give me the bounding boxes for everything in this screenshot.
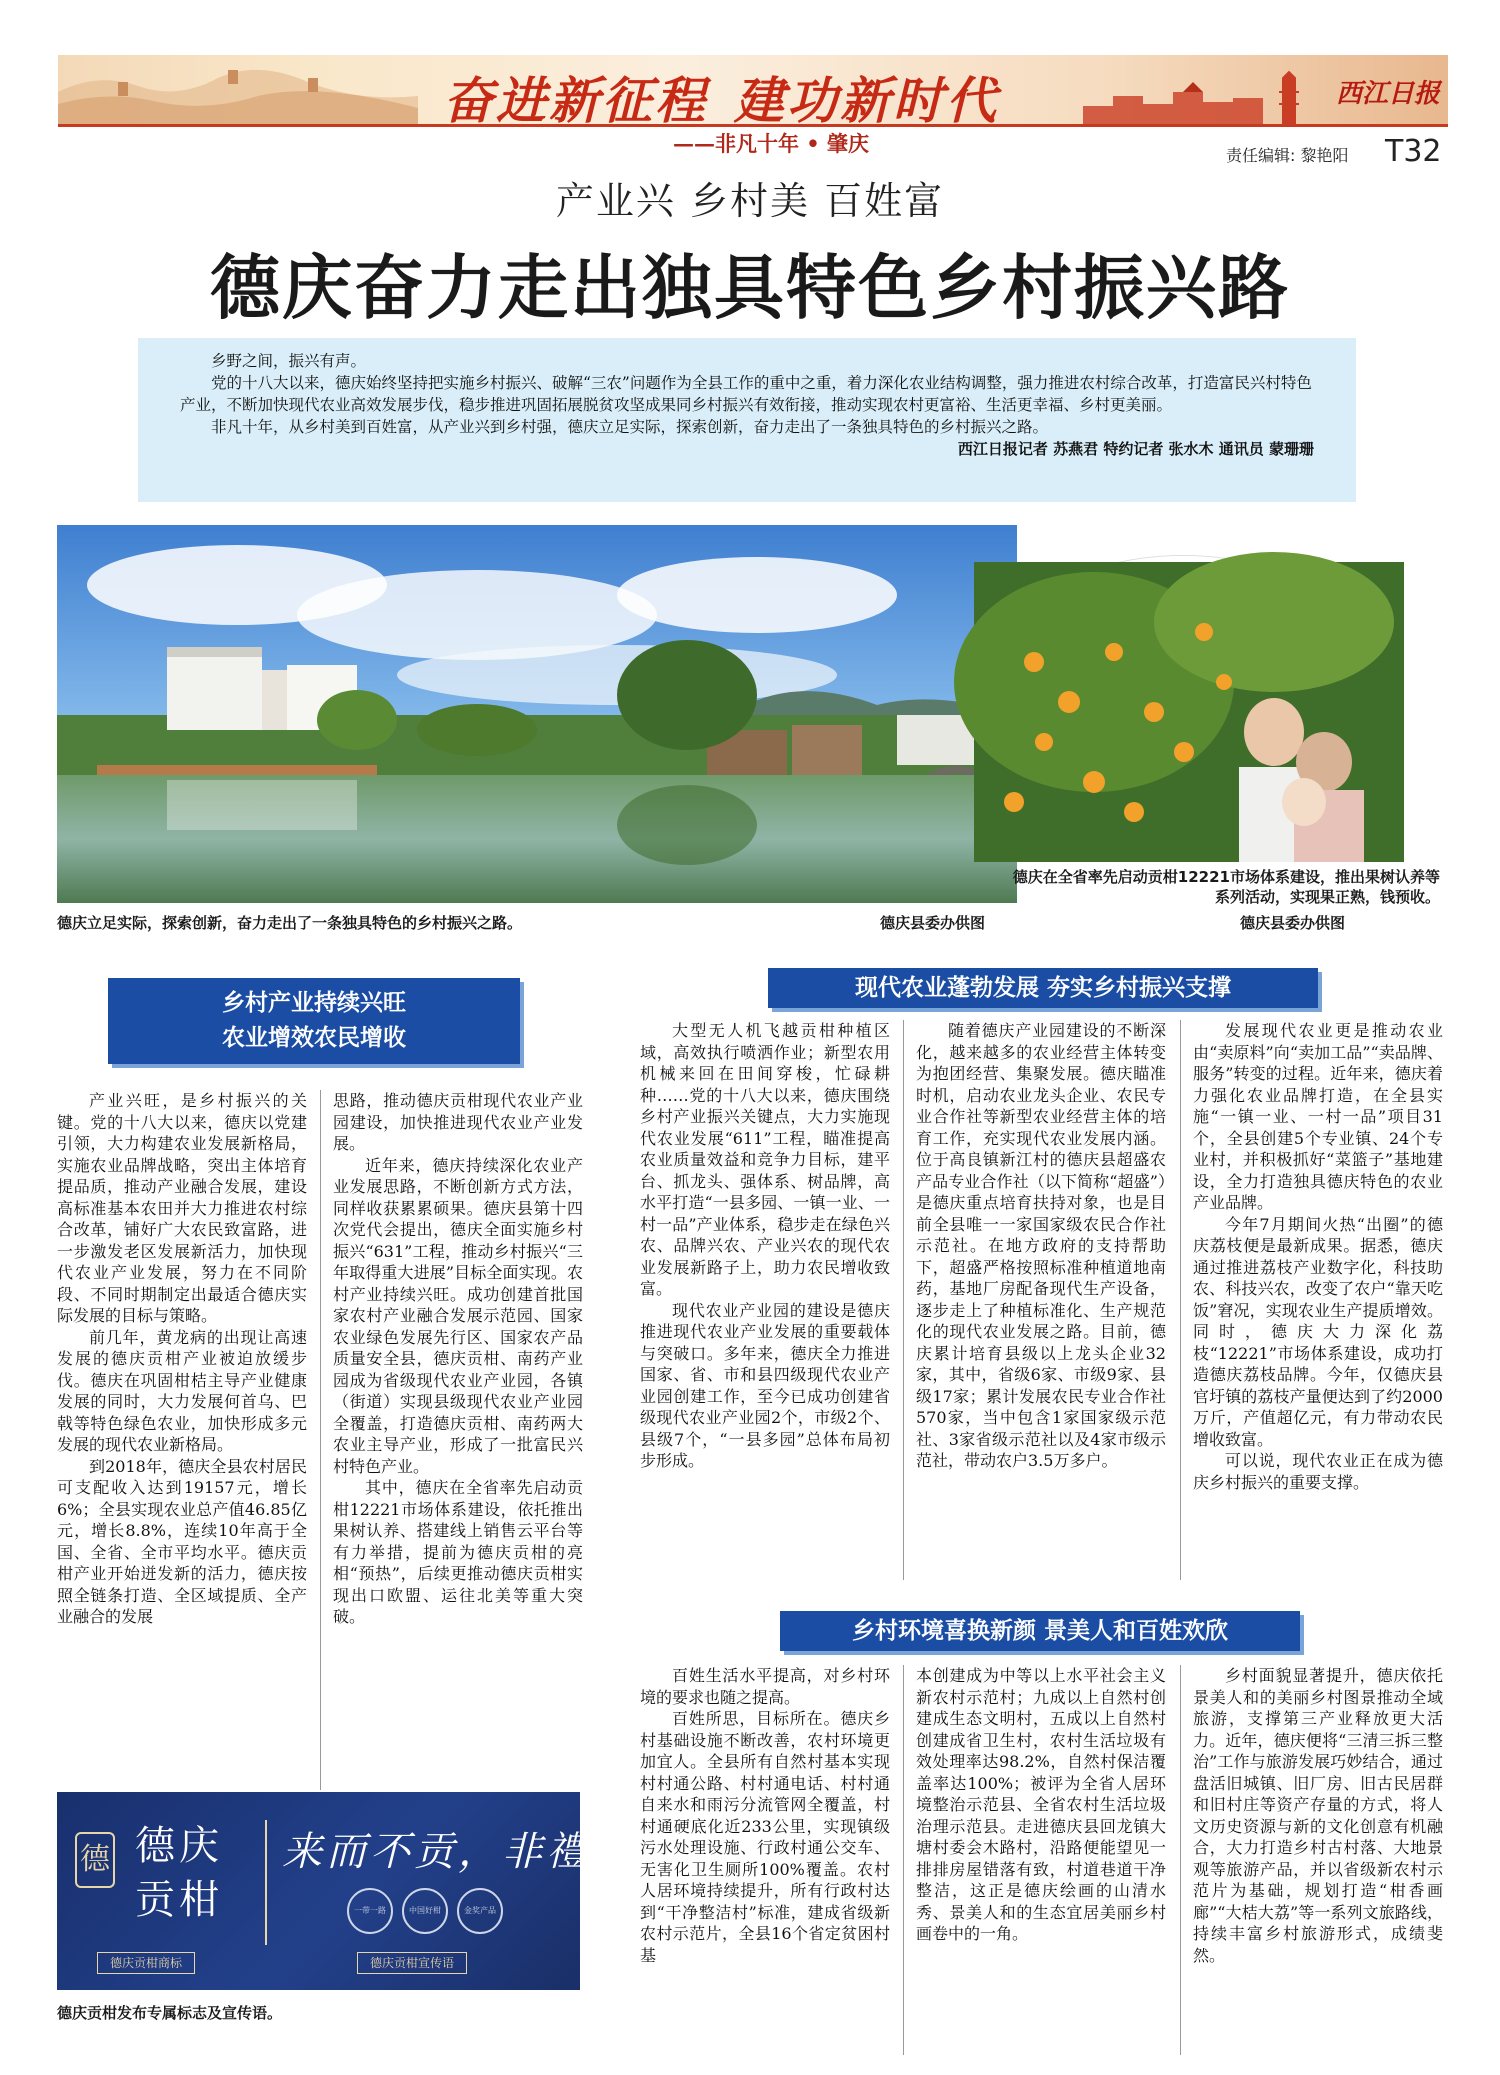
gonggan-brand-ad (57, 1792, 634, 1990)
masthead-banner (58, 55, 1448, 130)
column-rule (903, 1020, 904, 1580)
section-header-environment: 乡村环境喜换新颜 景美人和百姓欢欣 (780, 1611, 1300, 1651)
intro-box (138, 338, 1356, 502)
column-rule (320, 1090, 321, 1790)
great-wall-illustration (58, 52, 418, 124)
article-column-4 (916, 1020, 1166, 1590)
ad-divider (265, 1820, 267, 1945)
article-paragraph: 前几年，黄龙病的出现让高速发展的德庆贡柑产业被迫放缓步伐。德庆在巩固柑桔主导产业健康发展的同时，大力发展何首乌、巴戟等特色绿色农业，加快形成多元发展的现代农业新格局。 (57, 1327, 307, 1454)
article-column-6 (640, 1665, 890, 2065)
award-medal-icon: 金奖产品 (457, 1888, 503, 1934)
column-rule (1180, 1020, 1181, 1580)
article-paragraph: 其中，德庆在全省率先启动贡柑12221市场体系建设，依托推出果树认养、搭建线上销售云平台等有力举措，提前为德庆贡柑的亮相“预热”，后续更推动德庆贡柑实现出口欧盟、运往北美等重大突破。 (333, 1478, 583, 1626)
ad-tag-trademark: 德庆贡柑商标 (97, 1952, 195, 1974)
ad-tag-slogan: 德庆贡柑宣传语 (357, 1952, 467, 1974)
article-paragraph: 百姓生活水平提高，对乡村环境的要求也随之提高。 (640, 1666, 890, 1707)
article-paragraph: 产业兴旺，是乡村振兴的关键。党的十八大以来，德庆以党建引领，大力构建农业发展新格局，实施农业品牌战略，突出主体培育提品质，推动产业融合发展，建设高标准基本农田并大力推进农村综合改革，铺好广大农民致富路，进一步激发老区发展新活力，加快现代农业产业发展，努力在不同阶段、不同时期制定出最适合德庆实际发展的目标与策略。 (57, 1091, 307, 1325)
article-paragraph: 到2018年，德庆全县农村居民可支配收入达到19157元，增长6%；全县实现农业总产值46.85亿元，增长8.8%，连续10年高于全国、全省、全市平均水平。德庆贡柑产业开始迸发新的活力，德庆按照全链条打造、全区域提质、全产业融合的发展 (57, 1456, 307, 1626)
award-medal-icon: 一带一路 (347, 1888, 393, 1934)
pagoda-illustration (1083, 52, 1353, 124)
slogan-right: 建功新时代 (734, 72, 999, 130)
article-paragraph: 近年来，德庆持续深化农业产业发展思路，不断创新方式方法，同样收获累累硕果。德庆县第十四次党代会提出，德庆全面实施乡村振兴“631”工程，推动乡村振兴“三年取得重大进展”目标全面实现。农村产业持续兴旺。成功创建首批国家农村产业融合发展示范园、国家农业绿色发展先行区、国家农产品质量安全县，德庆贡柑、南药产业园成为省级现代农业产业园，各镇（街道）实现县级现代农业产业园全覆盖，打造德庆贡柑、南药两大农业主导产业，形成了一批富民兴村特色产业。 (333, 1155, 583, 1476)
brand-name-line2: 贡柑 (135, 1877, 223, 1923)
slogan-left: 奋进新征程 (443, 72, 708, 130)
article-paragraph: 乡村面貌显著提升，德庆依托景美人和的美丽乡村图景推动全域旅游，支撑第三产业释放更大活力。近年，德庆便将“三清三拆三整治”工作与旅游发展巧妙结合，通过盘活旧城镇、旧厂房、旧古民居群和旧村庄等资产存量的方式，将人文历史资源与新的文化创意有机融合，大力打造乡村古村落、大地景观等旅游产品，并以省级新农村示范片为基础，规划打造“柑香画廊”“大桔大荔”等一系列文旅路线，持续丰富乡村旅游形式，成绩斐然。 (1193, 1666, 1443, 1965)
banner-slogan (443, 61, 999, 133)
article-column-8 (1193, 1665, 1443, 2065)
village-pond-photo (57, 525, 1017, 903)
article-paragraph: 可以说，现代农业正在成为德庆乡村振兴的重要支撑。 (1193, 1451, 1443, 1492)
intro-paragraph: 乡野之间，振兴有声。 (211, 352, 367, 370)
banner-subtitle: ——非凡十年 • 肇庆 (673, 131, 870, 156)
article-column-1 (57, 1090, 307, 1790)
photo-caption-village: 德庆立足实际，探索创新，奋力走出了一条独具特色的乡村振兴之路。 (57, 914, 523, 932)
intro-paragraph: 非凡十年，从乡村美到百姓富，从产业兴到乡村强，德庆立足实际，探索创新，奋力走出了一条独具特色的乡村振兴之路。 (211, 418, 1049, 436)
photo-caption-orchard: 德庆在全省率先启动贡柑12221市场体系建设，推出果树认养等系列活动，实现果正熟，钱预收。 (1012, 868, 1440, 906)
article-paragraph: 百姓所思，目标所在。德庆乡村基础设施不断改善，农村环境更加宜人。全县所有自然村基本实现村村通公路、村村通电话、村村通自来水和雨污分流管网全覆盖，村村通硬底化近233公里，实现镇级污水处理设施、行政村通公交车、无害化卫生厕所100%覆盖。农村人居环境持续提升，所有行政村达到“干净整洁村”标准，建成省级新农村示范片，全县16个省定贫困村基 (640, 1709, 890, 1965)
section-header-line: 农业增效农民增收 (222, 1025, 406, 1051)
brand-motto: 来而不贡，非禮也 (282, 1829, 634, 1875)
article-paragraph: 随着德庆产业园建设的不断深化，越来越多的农业经营主体转变为抱团经营、集聚发展。德庆瞄准时机，启动农业龙头企业、农民专业合作社等新型农业经营主体的培育工作，充实现代农业发展内涵。位于高良镇新江村的德庆县超盛农产品专业合作社（以下简称“超盛”）是德庆重点培育扶持对象，也是目前全县唯一一家国家级农民合作社示范社。在地方政府的支持帮助下，超盛严格按照标准种植道地南药，基地厂房配备现代生产设备，逐步走上了种植标准化、生产规范化的现代农业发展之路。目前，德庆累计培育县级以上龙头企业32家，其中，省级6家、市级9家、县级17家；累计发展农民专业合作社570家，当中包含1家国家级示范社、3家省级示范社以及4家市级示范社，带动农户3.5万多户。 (916, 1021, 1166, 1470)
article-column-7 (916, 1665, 1166, 2065)
brand-seal-icon: 德 (75, 1832, 115, 1888)
photo-credit-orchard: 德庆县委办供图 (1240, 914, 1346, 932)
intro-paragraph: 党的十八大以来，德庆始终坚持把实施乡村振兴、破解“三农”问题作为全县工作的重中之重，着力深化农业结构调整，强力推进农村综合改革，打造富民兴村特色产业，不断加快现代农业高效发展步伐，稳步推进巩固拓展脱贫攻坚成果同乡村振兴有效衔接，推动实现农村更富裕、生活更幸福、乡村更美丽。 (180, 374, 1312, 414)
article-paragraph: 大型无人机飞越贡柑种植区域，高效执行喷洒作业；新型农用机械来回在田间穿梭，忙碌耕种……党的十八大以来，德庆围绕乡村产业振兴关键点，大力实施现代农业发展“611”工程，瞄准提高农业质量效益和竞争力目标，建平台、抓龙头、强体系、树品牌，高水平打造“一县多园、一镇一业、一村一品”产业体系，稳步走在绿色兴农、品牌兴农、产业兴农的现代农业发展新路子上，助力农民增收致富。 (640, 1021, 890, 1298)
article-column-3 (640, 1020, 890, 1590)
brand-name-line1: 德庆 (135, 1823, 223, 1869)
ad-caption: 德庆贡柑发布专属标志及宣传语。 (57, 2004, 283, 2022)
article-paragraph: 思路，推动德庆贡柑现代农业产业园建设，加快推进现代农业产业发展。 (333, 1091, 583, 1153)
page-number: T32 (1385, 134, 1442, 169)
byline: 西江日报记者 苏燕君 特约记者 张水木 通讯员 蒙珊珊 (957, 440, 1314, 458)
article-paragraph: 今年7月期间火热“出圈”的德庆荔枝便是最新成果。据悉，德庆通过推进荔枝产业数字化，科技助农、科技兴农，改变了农户“靠天吃饭”窘况，实现农业生产提质增效。同时，德庆大力深化荔枝“12221”市场体系建设，成功打造德庆荔枝品牌。今年，仅德庆县官圩镇的荔枝产量便达到了约2000万斤，产值超亿元，有力带动农民增收致富。 (1193, 1214, 1443, 1449)
award-medal-icon: 中国好柑 (402, 1888, 448, 1934)
main-headline: 德庆奋力走出独具特色乡村振兴路 (210, 246, 1290, 329)
section-header-line: 乡村产业持续兴旺 (222, 990, 406, 1016)
section-header-industry (108, 978, 520, 1064)
section-header-modern-agriculture: 现代农业蓬勃发展 夯实乡村振兴支撑 (768, 968, 1318, 1008)
article-paragraph: 现代农业产业园的建设是德庆推进现代农业产业发展的重要载体与突破口。多年来，德庆全力推进国家、省、市和县四级现代农业产业园创建工作，至今已成功创建省级现代农业产业园2个，市级2个、县级7个，“一县多园”总体布局初步形成。 (640, 1300, 890, 1470)
kicker-title: 产业兴 乡村美 百姓富 (555, 179, 945, 223)
responsible-editor: 责任编辑: 黎艳阳 (1226, 146, 1349, 165)
column-rule (1180, 1665, 1181, 2055)
article-paragraph: 发展现代农业更是推动农业由“卖原料”向“卖加工品”“卖品牌、服务”转变的过程。近年来，德庆着力强化农业品牌打造，在全县实施“一镇一业、一村一品”项目31个，全县创建5个专业镇、24个专业村，并积极抓好“菜篮子”基地建设，全力打造独具德庆特色的农业产业品牌。 (1193, 1021, 1443, 1212)
article-column-5 (1193, 1020, 1443, 1590)
article-column-2 (333, 1090, 583, 1790)
photo-credit-village: 德庆县委办供图 (880, 914, 986, 932)
column-rule (903, 1665, 904, 2055)
paper-logo: 西江日报 (1335, 79, 1440, 109)
article-paragraph: 本创建成为中等以上水平社会主义新农村示范村；九成以上自然村创建成生态文明村，五成以上自然村创建成省卫生村，农村生活垃圾有效处理率达98.2%，自然村保洁覆盖率达100%；被评为全省人居环境整治示范县、全省农村生活垃圾治理示范县。走进德庆县回龙镇大塘村委会木路村，沿路便能望见一排排房屋错落有致，村道巷道干净整洁，这正是德庆绘画的山清水秀、景美人和的生态宜居美丽乡村画卷中的一角。 (916, 1666, 1166, 1943)
citrus-orchard-photo (968, 556, 1398, 856)
